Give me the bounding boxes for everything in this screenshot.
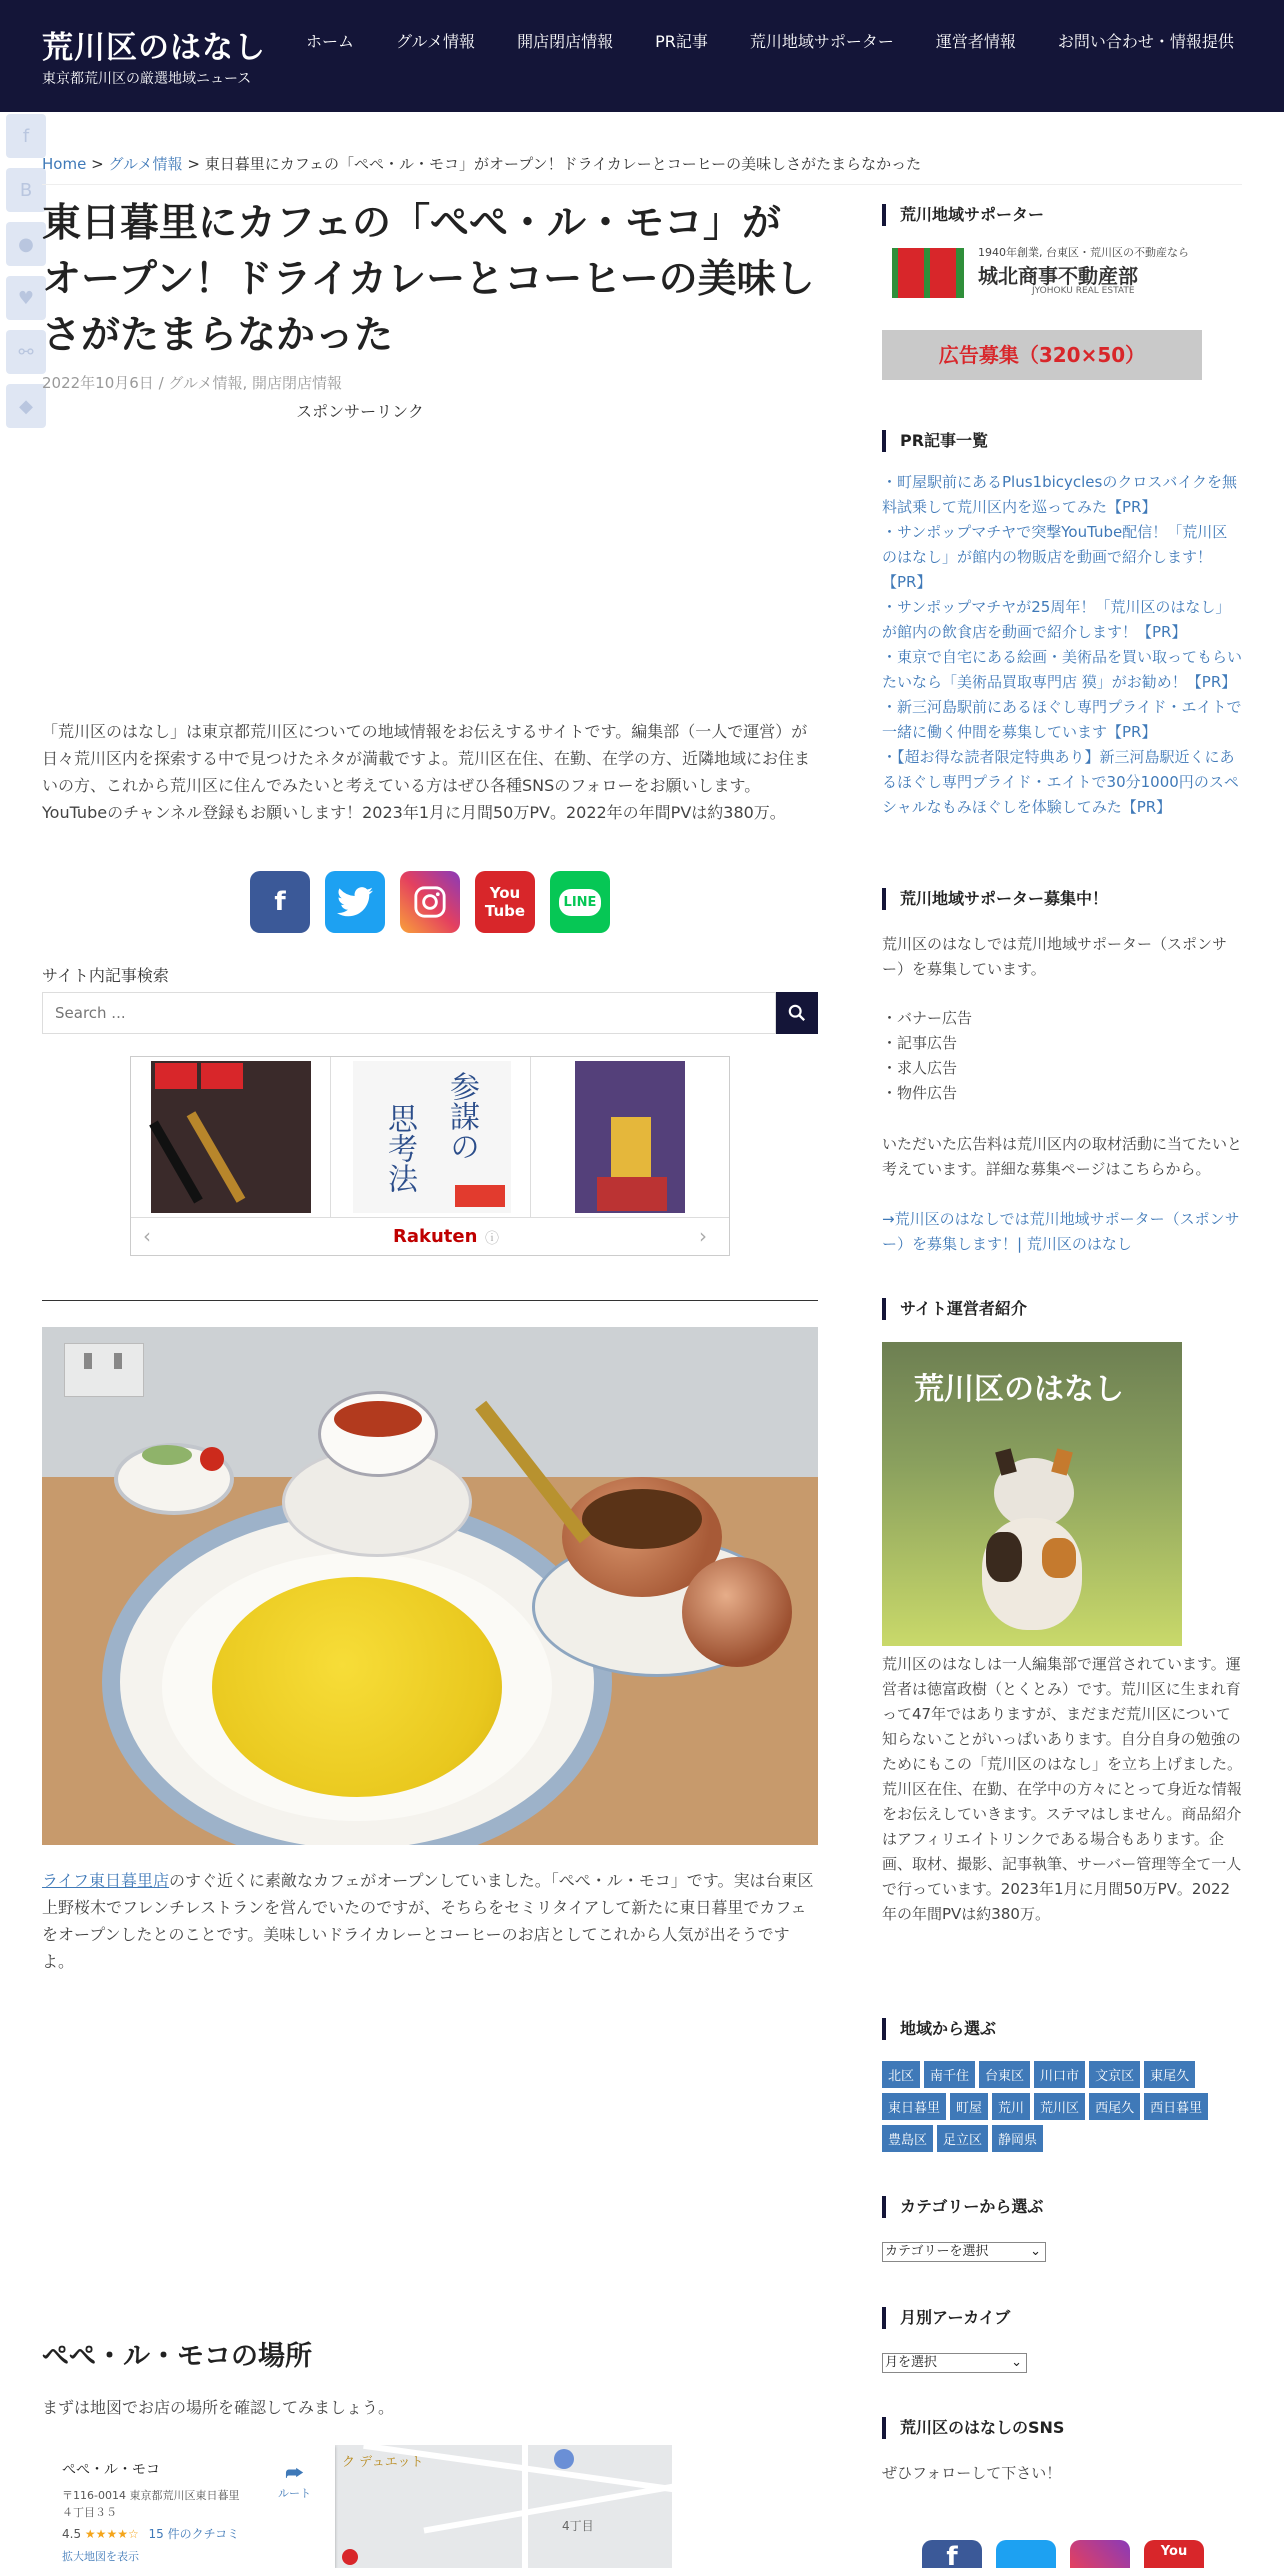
pr-item[interactable]: ・東京で自宅にある絵画・美術品を買い取ってもらいたいなら「美術品買取専門店 獏」がお勧め！【PR】 bbox=[882, 648, 1243, 691]
widget-title-supporter: 荒川地域サポーター bbox=[882, 204, 1044, 226]
map-reviews-link[interactable]: 15 件のクチコミ bbox=[148, 2527, 240, 2541]
chevron-left-icon[interactable]: ‹ bbox=[143, 1224, 151, 1248]
pr-item[interactable]: ・町屋駅前にあるPlus1bicyclesのクロスバイクを無料試乗して荒川区内を巡ってみた【PR】 bbox=[882, 473, 1238, 516]
twitter-icon[interactable] bbox=[325, 871, 385, 933]
rakuten-widget bbox=[130, 1056, 730, 1256]
rakuten-item-pens[interactable] bbox=[131, 1057, 331, 1217]
area-tags bbox=[882, 2061, 1242, 2152]
search-label: サイト内記事検索 bbox=[42, 966, 169, 985]
widget-title-archive: 月別アーカイブ bbox=[882, 2307, 1010, 2329]
widget-title-area: 地域から選ぶ bbox=[882, 2018, 996, 2040]
map-larger-link[interactable]: 拡大地図を表示 bbox=[62, 2550, 139, 2563]
pr-item[interactable]: ・新三河島駅前にあるほぐし専門プライド・エイトで一緒に働く仲間を募集しています【PR】 bbox=[882, 698, 1242, 741]
pr-list bbox=[882, 470, 1242, 820]
archive-select-value: 月を選択 bbox=[885, 2355, 938, 2370]
nav-home[interactable]: ホーム bbox=[306, 32, 355, 51]
area-tag[interactable]: 西日暮里 bbox=[1144, 2093, 1208, 2120]
site-header bbox=[0, 0, 1284, 112]
instagram-icon[interactable] bbox=[400, 871, 460, 933]
sns-text: ぜひフォローして下さい！ bbox=[882, 2464, 1062, 2482]
map-route-button[interactable] bbox=[278, 2461, 311, 2501]
operator-image-title: 荒川区のはなし bbox=[914, 1372, 1124, 1407]
widget-title-recruit: 荒川地域サポーター募集中！ bbox=[882, 888, 1108, 910]
section-heading-location: ぺぺ・ル・モコの場所 bbox=[42, 2341, 312, 2372]
operator-cat-image bbox=[882, 1342, 1182, 1646]
twitter-icon[interactable] bbox=[996, 2540, 1056, 2568]
main-content bbox=[42, 196, 818, 1975]
google-map[interactable] bbox=[42, 2445, 672, 2568]
nav-supporter[interactable]: 荒川地域サポーター bbox=[749, 32, 894, 51]
youtube-icon[interactable]: You Tube bbox=[475, 871, 535, 933]
archive-select[interactable] bbox=[882, 2353, 1027, 2373]
nav-pr[interactable]: PR記事 bbox=[655, 32, 708, 51]
area-tag[interactable]: 東尾久 bbox=[1144, 2061, 1195, 2088]
facebook-icon[interactable]: f bbox=[250, 871, 310, 933]
sponsor-label: スポンサーリンク bbox=[296, 402, 424, 421]
share-line-icon[interactable]: ● bbox=[6, 222, 46, 266]
area-tag[interactable]: 町屋 bbox=[950, 2093, 988, 2120]
chevron-right-icon[interactable]: › bbox=[699, 1224, 707, 1248]
body-text bbox=[42, 1867, 818, 1975]
operator-text: 荒川区のはなしは一人編集部で運営されています。運営者は徳富政樹（とくとみ）です。荒川区に生まれ育って47年ではありますが、まだまだ荒川区について知らないことがいっぱいあります。自分自身の勉強のためにもこの「荒川区のはなし」を立ち上げました。荒川区在住、在勤、在学中の方々にとって身近な情報をお伝えしていきます。ステマはしません。商品紹介はアフィリエイトリンクである場合もあります。企画、取材、撮影、記事執筆、サーバー管理等全て一人で行っています。2023年1月に月間50万PV。2022年の年間PVは約380万。 bbox=[882, 1655, 1243, 1923]
area-tag[interactable]: 南千住 bbox=[924, 2061, 975, 2088]
rakuten-controls bbox=[131, 1217, 729, 1255]
area-tag[interactable]: 豊島区 bbox=[882, 2125, 933, 2152]
realestate-banner[interactable] bbox=[892, 244, 1192, 300]
widget-title-category: カテゴリーから選ぶ bbox=[882, 2196, 1043, 2218]
area-tag[interactable]: 西尾久 bbox=[1089, 2093, 1140, 2120]
main-nav bbox=[306, 29, 1276, 52]
instagram-icon[interactable] bbox=[1070, 2540, 1130, 2568]
pr-item[interactable]: ・【超お得な読者限定特典あり】新三河島駅近くにあるほぐし専門プライド・エイトで30分1000円のスペシャルなもみほぐしを体験してみた【PR】 bbox=[882, 748, 1239, 816]
curry-photo bbox=[42, 1327, 818, 1845]
divider bbox=[42, 1300, 818, 1301]
nav-open-close[interactable]: 開店閉店情報 bbox=[517, 32, 614, 51]
recruit-link[interactable]: →荒川区のはなしでは荒川地域サポーター（スポンサー）を募集します！| 荒川区のはなし bbox=[882, 1210, 1240, 1253]
ad-space bbox=[42, 422, 818, 718]
nav-gourmet[interactable]: グルメ情報 bbox=[396, 32, 476, 51]
map-chome-label: 4丁目 bbox=[562, 2519, 594, 2533]
rakuten-logo: Rakuten bbox=[393, 1226, 478, 1247]
map-pin-icon[interactable] bbox=[554, 2449, 574, 2469]
area-tag[interactable]: 足立区 bbox=[937, 2125, 988, 2152]
share-feedly-icon[interactable]: ◆ bbox=[6, 384, 46, 428]
search-button[interactable] bbox=[776, 992, 818, 1034]
realestate-tagline: 1940年創業, 台東区・荒川区の不動産なら bbox=[978, 246, 1189, 259]
map-intro: まずは地図でお店の場所を確認してみましょう。 bbox=[42, 2398, 395, 2417]
area-tag[interactable]: 東日暮里 bbox=[882, 2093, 946, 2120]
widget-title-operator: サイト運営者紹介 bbox=[882, 1298, 1027, 1320]
jh-logo bbox=[892, 248, 964, 298]
recruit-list bbox=[882, 1006, 1242, 1106]
nav-operator[interactable]: 運営者情報 bbox=[935, 32, 1016, 51]
recruit-item: ・求人広告 bbox=[882, 1059, 958, 1077]
site-description: 東京都荒川区の厳選地域ニュース bbox=[42, 71, 252, 87]
area-tag[interactable]: 川口市 bbox=[1034, 2061, 1085, 2088]
share-facebook-icon[interactable]: f bbox=[6, 114, 46, 158]
share-link-icon[interactable]: ⚯ bbox=[6, 330, 46, 374]
body-text-content: のすぐ近くに素敵なカフェがオープンしていました。「ぺぺ・ル・モコ」です。実は台東区上野桜木でフレンチレストランを営んでいたのですが、そちらをセミリタイアして新たに東日暮里でカフェをオープンしたとのことです。美味しいドライカレーとコーヒーのお店としてこれから人気が出そうですよ。 bbox=[42, 1871, 814, 1971]
post-meta: 2022年10月6日 / グルメ情報, 開店閉店情報 bbox=[42, 374, 343, 392]
recruit-text: 荒川区のはなしでは荒川地域サポーター（スポンサー）を募集しています。 bbox=[882, 935, 1228, 978]
map-place-name: ぺぺ・ル・モコ bbox=[62, 2462, 160, 2478]
category-select-value: カテゴリーを選択 bbox=[885, 2244, 989, 2259]
pr-item[interactable]: ・サンポップマチヤが25周年！「荒川区のはなし」が館内の飲食店を動画で紹介します！【PR】 bbox=[882, 598, 1231, 641]
recruit-note: いただいた広告料は荒川区内の取材活動に当てたいと考えています。詳細な募集ページはこちらから。 bbox=[882, 1135, 1243, 1178]
area-tag[interactable]: 文京区 bbox=[1089, 2061, 1140, 2088]
recruit-item: ・バナー広告 bbox=[882, 1009, 973, 1027]
realestate-en: JYOHOKU REAL ESTATE bbox=[1032, 286, 1135, 296]
nav-contact[interactable]: お問い合わせ・情報提供 bbox=[1057, 32, 1234, 51]
info-icon[interactable]: ⓘ bbox=[485, 1231, 499, 1247]
breadcrumb-separator: > bbox=[91, 155, 104, 173]
recruit-item: ・物件広告 bbox=[882, 1084, 958, 1102]
map-info-card bbox=[42, 2445, 335, 2568]
realestate-name: 城北商事不動産部 bbox=[978, 264, 1138, 288]
breadcrumb-current: 東日暮里にカフェの「ぺぺ・ル・モコ」がオープン！ドライカレーとコーヒーの美味しさがたまらなかった bbox=[204, 155, 922, 173]
breadcrumb-home[interactable]: Home bbox=[42, 155, 87, 173]
share-hatena-icon[interactable]: B bbox=[6, 168, 46, 212]
sns-row bbox=[42, 871, 818, 933]
breadcrumb-category[interactable]: グルメ情報 bbox=[108, 155, 183, 173]
map-place-label: ク デュエット bbox=[342, 2455, 424, 2470]
line-icon[interactable]: LINE bbox=[550, 871, 610, 933]
facebook-icon[interactable]: f bbox=[922, 2540, 982, 2568]
search-form bbox=[42, 992, 818, 1034]
chevron-down-icon: ⌄ bbox=[1011, 2355, 1022, 2370]
area-tag[interactable]: 台東区 bbox=[979, 2061, 1030, 2088]
search-input[interactable] bbox=[42, 992, 776, 1034]
pr-item[interactable]: ・サンポップマチヤで突撃YouTube配信！「荒川区のはなし」が館内の物販店を動画で紹介します！【PR】 bbox=[882, 523, 1228, 591]
widget-title-sns: 荒川区のはなしのSNS bbox=[882, 2417, 1064, 2439]
area-tag[interactable]: 荒川 bbox=[992, 2093, 1030, 2120]
rakuten-item-book[interactable]: 思考法 参謀の bbox=[331, 1057, 531, 1217]
widget-title-pr: PR記事一覧 bbox=[882, 430, 988, 452]
ad-banner[interactable]: 広告募集（320×50） bbox=[882, 330, 1202, 380]
youtube-icon[interactable]: You bbox=[1144, 2540, 1204, 2568]
sidebar-sns-row bbox=[922, 2540, 1204, 2568]
directions-icon: ⮫ bbox=[285, 2461, 304, 2485]
area-tag[interactable]: 荒川区 bbox=[1034, 2093, 1085, 2120]
star-rating-icon: ★★★★☆ bbox=[84, 2527, 139, 2541]
recruit-item: ・記事広告 bbox=[882, 1034, 958, 1052]
map-route-label: ルート bbox=[278, 2487, 311, 2500]
site-title[interactable]: 荒川区のはなし bbox=[42, 30, 266, 66]
map-rating: 4.5 bbox=[62, 2527, 82, 2541]
life-store-link[interactable]: ライフ東日暮里店 bbox=[42, 1871, 170, 1890]
breadcrumb-separator: > bbox=[187, 155, 200, 173]
chevron-down-icon: ⌄ bbox=[1030, 2244, 1041, 2259]
rakuten-item-manga[interactable] bbox=[531, 1057, 731, 1217]
area-tag[interactable]: 静岡県 bbox=[992, 2125, 1043, 2152]
search-icon bbox=[788, 1004, 806, 1022]
map-marker-icon[interactable] bbox=[342, 2549, 358, 2565]
category-select[interactable] bbox=[882, 2242, 1046, 2262]
share-pocket-icon[interactable]: ♥ bbox=[6, 276, 46, 320]
map-address: 〒116-0014 東京都荒川区東日暮里４丁目３５ bbox=[62, 2489, 240, 2519]
post-title: 東日暮里にカフェの「ぺぺ・ル・モコ」がオープン！ドライカレーとコーヒーの美味しさがたまらなかった bbox=[42, 201, 815, 358]
breadcrumb bbox=[42, 153, 1242, 185]
area-tag[interactable]: 北区 bbox=[882, 2061, 920, 2088]
intro-text: 「荒川区のはなし」は東京都荒川区についての地域情報をお伝えするサイトです。編集部（一人で運営）が日々荒川区内を探索する中で見つけたネタが満載ですよ。荒川区在住、在勤、在学の方、近隣地域にお住まいの方、これから荒川区に住んでみたいと考えている方はぜひ各種SNSのフォローをお願いします。YouTubeのチャンネル登録もお願いします！2023年1月に月間50万PV。2022年の年間PVは約380万。 bbox=[42, 722, 811, 822]
